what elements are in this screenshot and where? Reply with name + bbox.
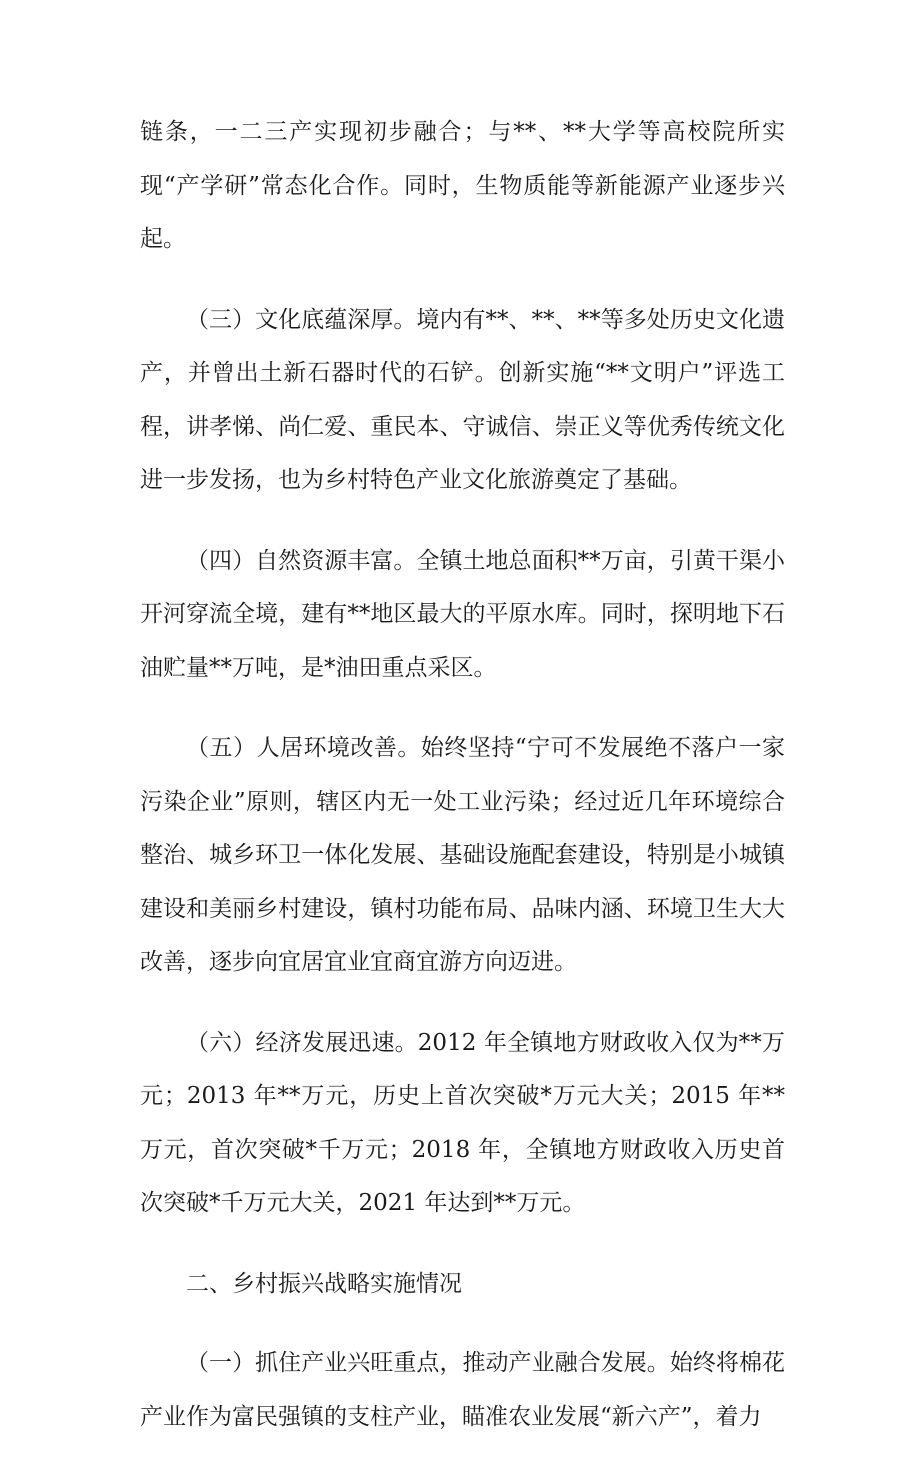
paragraph-culture: （三）文化底蕴深厚。境内有**、**、**等多处历史文化遗产，并曾出土新石器时代的石铲。创新实施“**文明户”评选工程，讲孝悌、尚仁爱、重民本、守诚信、崇正义等优秀传统文化进一步发扬，也为乡村特色产业文化旅游奠定了基础。 [140,306,785,493]
paragraph-economic-development: （六）经济发展迅速。2012 年全镇地方财政收入仅为**万元；2013 年**万元，历史上首次突破*万元大关；2015 年**万元，首次突破*千万元；2018 年，全镇地方财政收入历史首次突破*千万元大关，2021 年达到**万元。 [140,1029,785,1216]
document-page [140,106,785,1471]
paragraph-industry-chain: 链条，一二三产实现初步融合；与**、**大学等高校院所实现“产学研”常态化合作。同时，生物质能等新能源产业逐步兴起。 [140,119,785,252]
section-heading: 二、乡村振兴战略实施情况 [186,1270,462,1297]
paragraph-industry-prosperity: （一）抓住产业兴旺重点，推动产业融合发展。始终将棉花产业作为富民强镇的支柱产业，瞄准农业发展“新六产”，着力 [140,1350,785,1430]
paragraph-living-environment: （五）人居环境改善。始终坚持“宁可不发展绝不落户一家污染企业”原则，辖区内无一处工业污染；经过近几年环境综合整治、城乡环卫一体化发展、基础设施配套建设，特别是小城镇建设和美丽乡村建设，镇村功能布局、品味内涵、环境卫生大大改善，逐步向宜居宜业宜商宜游方向迈进。 [140,735,785,975]
paragraph-natural-resources: （四）自然资源丰富。全镇土地总面积**万亩，引黄干渠小开河穿流全境，建有**地区最大的平原水库。同时，探明地下石油贮量**万吨，是*油田重点采区。 [140,547,785,681]
